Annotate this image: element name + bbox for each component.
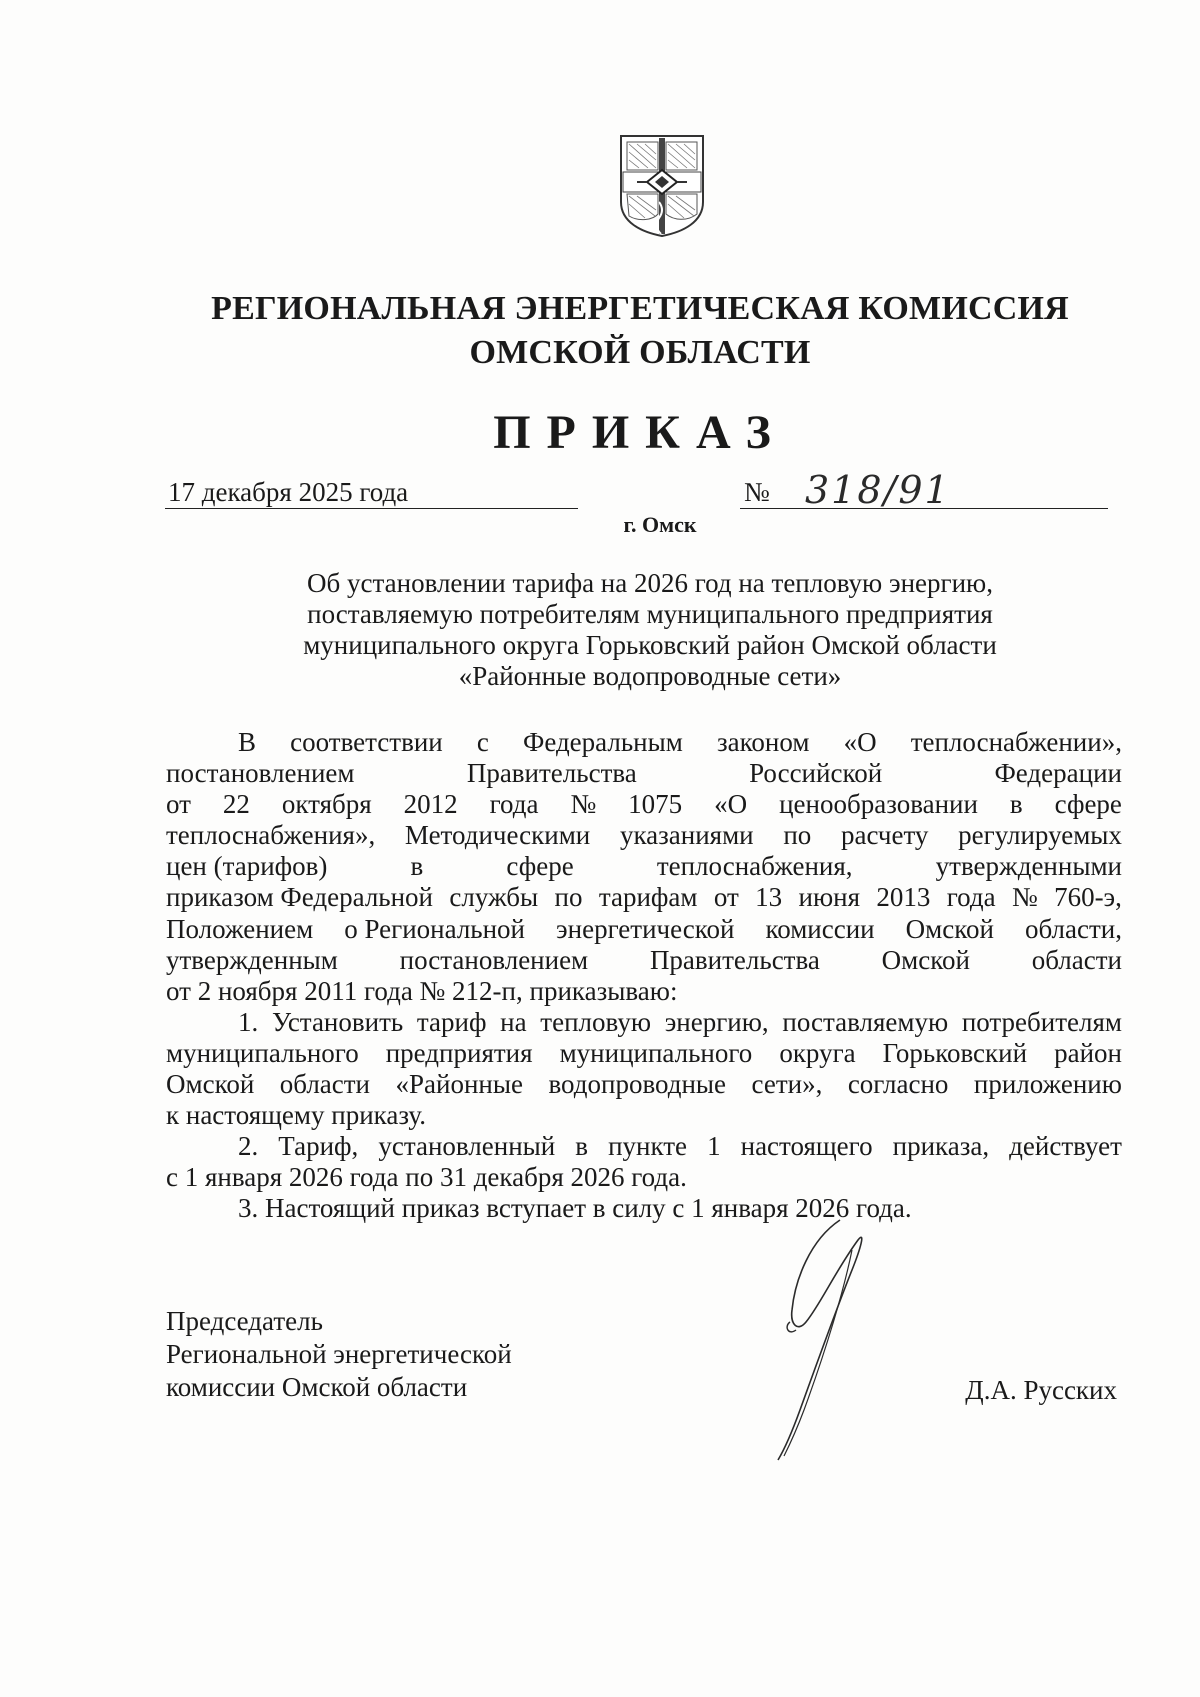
word: энергию, (664, 1006, 769, 1037)
word: округа (779, 1037, 856, 1068)
word: по (554, 882, 583, 913)
item-1-last-line: к настоящему приказу. (166, 1100, 426, 1131)
word: области (279, 1069, 371, 1100)
word: на (500, 1006, 527, 1037)
document-body (166, 727, 1122, 1225)
justified-line (166, 1131, 1122, 1162)
word: цен (тарифов) (166, 851, 328, 882)
word: 22 (222, 789, 250, 820)
signer-position (166, 1305, 512, 1404)
word: пункте (608, 1131, 688, 1162)
word: район (1054, 1037, 1122, 1068)
word: настоящего (740, 1131, 873, 1162)
justified-line (166, 945, 1122, 976)
word: 13 (755, 882, 783, 913)
signer-name: Д.А. Русских (965, 1375, 1117, 1405)
word: Омской (881, 944, 970, 975)
word: области (1031, 944, 1122, 975)
word: № (1011, 882, 1038, 913)
title-line: поставляемую потребителям муниципального предприятия (307, 599, 993, 629)
word: в (1009, 789, 1023, 820)
word: Федеральным (522, 727, 683, 757)
word: теплоснабжения, (656, 851, 853, 882)
word: действует (1009, 1131, 1122, 1162)
word: 2012 (403, 789, 458, 820)
word: 1 (707, 1131, 721, 1162)
title-line: муниципального округа Горьковский район Омской области (303, 630, 997, 660)
justified-line (166, 914, 1122, 945)
word: тепловую (540, 1006, 651, 1037)
organization-name-line2: ОМСКОЙ ОБЛАСТИ (469, 334, 811, 371)
word: расчету (841, 820, 929, 851)
preamble-last-line: от 2 ноября 2011 года № 212-п, приказываю: (166, 975, 678, 1006)
word: законом (717, 727, 810, 757)
word: года (489, 789, 539, 820)
word: службы (449, 882, 539, 913)
word: Федерации (994, 758, 1122, 789)
word: ценообразовании (779, 789, 978, 820)
word: Российской (749, 758, 883, 789)
justified-line (166, 758, 1122, 789)
word: постановлением (166, 758, 355, 789)
word: соответствии (290, 727, 443, 757)
word: с (476, 727, 489, 757)
number-sign: № (744, 477, 770, 507)
word: июня (798, 882, 860, 913)
justified-line (166, 1007, 1122, 1038)
word: приложению (973, 1069, 1122, 1100)
item-3-paragraph: 3. Настоящий приказ вступает в силу с 1 января 2026 года. (238, 1193, 912, 1224)
word: 1075 (628, 789, 683, 820)
word: тарифам (598, 882, 698, 913)
preamble-paragraph (166, 727, 1122, 976)
word: указаниями (619, 820, 754, 851)
document-title (200, 568, 1100, 692)
word: Омской (905, 913, 994, 944)
word: муниципального (559, 1037, 753, 1068)
word: от (166, 789, 191, 820)
word: В (238, 727, 257, 757)
signer-position-line: комиссии Омской области (166, 1372, 468, 1402)
document-type-heading: ПРИКАЗ (493, 406, 787, 459)
word: октября (281, 789, 372, 820)
document-city: г. Омск (623, 512, 697, 537)
word: комиссии (765, 913, 875, 944)
word: 1. (238, 1006, 259, 1037)
signer-position-line: Региональной энергетической (166, 1339, 512, 1369)
word: о Региональной (344, 913, 526, 944)
word: от (713, 882, 739, 913)
word: поставляемую (782, 1006, 949, 1037)
word: утвержденными (935, 851, 1122, 882)
word: «О (714, 789, 748, 820)
word: года (946, 882, 996, 913)
word: постановлением (399, 944, 589, 975)
word: по (783, 820, 812, 851)
item-2-paragraph (166, 1131, 1122, 1162)
document-date: 17 декабря 2025 года (168, 477, 409, 507)
word: потребителям (961, 1006, 1122, 1037)
word: 2. (238, 1131, 259, 1162)
justified-line (166, 820, 1122, 851)
document-number-handwritten: 318/91 (805, 468, 951, 512)
word: тариф (416, 1006, 487, 1037)
word: Установить (271, 1006, 404, 1037)
word: в (575, 1131, 589, 1162)
signer-position-line: Председатель (166, 1306, 323, 1336)
item-2-last-line: с 1 января 2026 года по 31 декабря 2026 года. (166, 1162, 687, 1193)
date-underline (165, 508, 578, 509)
title-line: Об установлении тарифа на 2026 год на тепловую энергию, (307, 568, 993, 598)
justified-line (166, 851, 1122, 882)
word: энергетической (556, 913, 735, 944)
word: Положением (166, 913, 314, 944)
coat-of-arms-emblem (617, 132, 707, 240)
word: Методическими (404, 820, 591, 851)
word: Омской (166, 1069, 255, 1100)
word: регулируемых (958, 820, 1122, 851)
word: муниципального (166, 1037, 359, 1068)
word: утвержденным (166, 944, 338, 975)
word: приказом Федеральной (166, 882, 434, 913)
word: области, (1024, 913, 1122, 944)
word: теплоснабжении», (910, 727, 1122, 757)
justified-line (166, 1069, 1122, 1100)
title-line: «Районные водопроводные сети» (458, 661, 842, 691)
item-1-paragraph (166, 1007, 1122, 1100)
justified-line (166, 727, 1122, 758)
word: Тариф, (278, 1131, 359, 1162)
word: предприятия (385, 1037, 533, 1068)
word: сети», (751, 1069, 823, 1100)
word: водопроводные (548, 1069, 727, 1100)
word: сфере (506, 851, 574, 882)
word: согласно (847, 1069, 949, 1100)
word: сфере (1054, 789, 1122, 820)
justified-line (166, 789, 1122, 820)
word: Правительства (649, 944, 820, 975)
word: установленный (378, 1131, 556, 1162)
word: в (410, 851, 424, 882)
justified-line (166, 1038, 1122, 1069)
justified-line (166, 882, 1122, 913)
handwritten-signature (740, 1210, 900, 1470)
word: «О (843, 727, 877, 757)
word: 2013 (876, 882, 931, 913)
number-underline (740, 508, 1108, 509)
organization-name-line1: РЕГИОНАЛЬНАЯ ЭНЕРГЕТИЧЕСКАЯ КОМИССИЯ (211, 290, 1069, 327)
word: теплоснабжения», (166, 820, 376, 851)
word: 760-э, (1054, 882, 1122, 913)
word: приказа, (892, 1131, 990, 1162)
word: № (570, 789, 597, 820)
word: «Районные (395, 1069, 523, 1100)
word: Горьковский (882, 1037, 1028, 1068)
word: Правительства (466, 758, 637, 789)
